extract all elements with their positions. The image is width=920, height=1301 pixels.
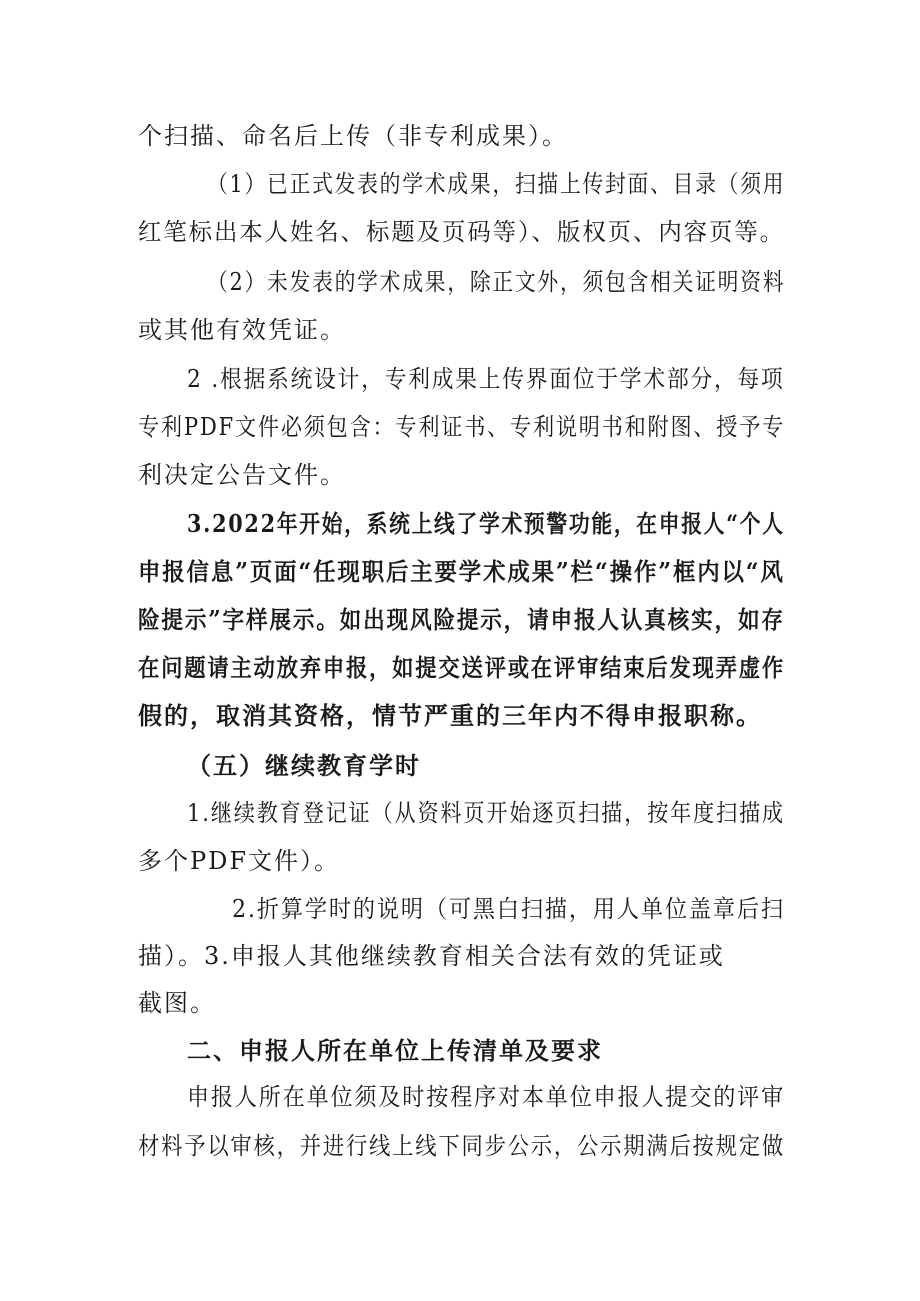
text-line: 2.折算学时的说明（可黑白扫描，用人单位盖章后扫 — [232, 895, 785, 923]
text-line: 申报人所在单位须及时按程序对本单位申报人提交的评审 — [187, 1083, 785, 1111]
text-line: 截图。 — [138, 989, 216, 1017]
text-line: 红笔标出本人姓名、标题及页码等）、版权页、内容页等。 — [138, 218, 786, 246]
text-line: 材料予以审核，并进行线上线下同步公示，公示期满后按规定做 — [138, 1132, 785, 1160]
text-line: 专利PDF文件必须包含：专利证书、专利说明书和附图、授予专 — [138, 413, 786, 441]
section-heading: 二、申报人所在单位上传清单及要求 — [187, 1036, 603, 1065]
section-subheading: （五）继续教育学时 — [187, 751, 421, 780]
text-line: 险提示”字样展示。如出现风险提示，请申报人认真核实，如存 — [138, 605, 785, 634]
text-line: 多个PDF文件）。 — [138, 847, 341, 875]
text-line: 在问题请主动放弃申报，如提交送评或在评审结束后发现弄虚作 — [138, 653, 785, 682]
text-line: （2）未发表的学术成果，除正文外，须包含相关证明资料 — [207, 268, 786, 296]
text-line: 申报信息”页面“任现职后主要学术成果”栏“操作”框内以“风 — [138, 557, 785, 586]
text-line: 或其他有效凭证。 — [138, 316, 346, 344]
text-line: 个扫描、命名后上传（非专利成果）。 — [138, 122, 568, 150]
text-line: 2 .根据系统设计，专利成果上传界面位于学术部分，每项 — [187, 365, 785, 393]
text-line: 3.2022年开始，系统上线了学术预警功能，在申报人“个人 — [187, 509, 785, 538]
text-line: 假的，取消其资格，情节严重的三年内不得申报职称。 — [138, 701, 762, 730]
text-line: （1）已正式发表的学术成果，扫描上传封面、目录（须用 — [207, 170, 786, 198]
text-line: 1.继续教育登记证（从资料页开始逐页扫描，按年度扫描成 — [187, 799, 785, 827]
text-line: 描）。3.申报人其他继续教育相关合法有效的凭证或 — [138, 942, 725, 970]
text-line: 利决定公告文件。 — [138, 461, 346, 489]
